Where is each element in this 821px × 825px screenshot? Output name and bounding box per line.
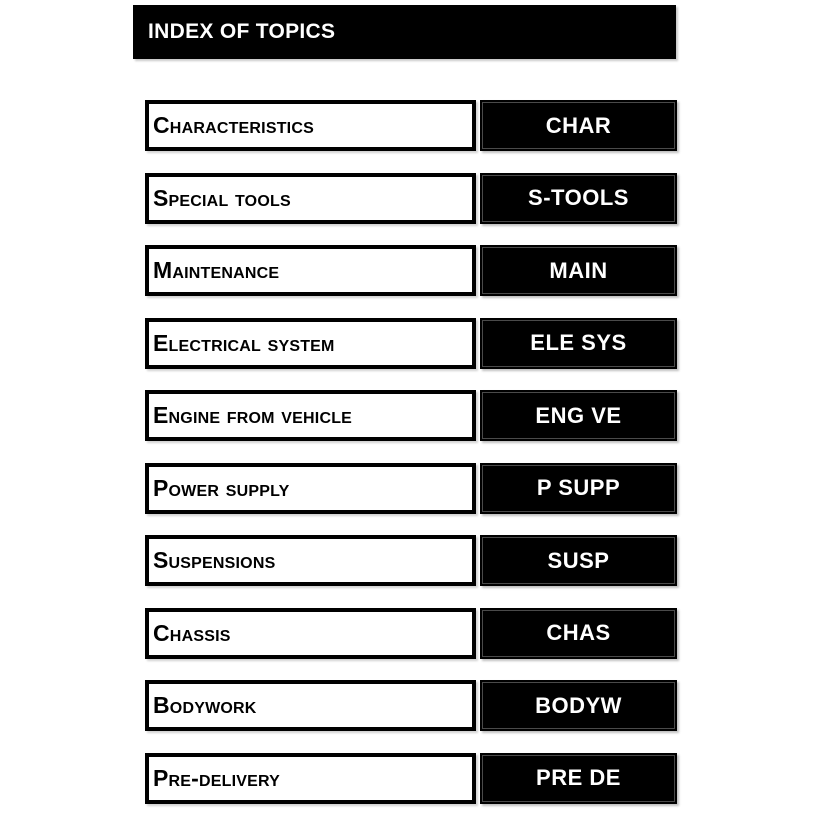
topic-label: Characteristics	[153, 112, 314, 138]
topic-row-characteristics	[145, 100, 677, 151]
topic-code: ELE SYS	[530, 330, 627, 355]
topic-label-box	[145, 535, 476, 586]
topic-label-box	[145, 753, 476, 804]
topic-code-box	[480, 535, 677, 586]
topic-label-box	[145, 245, 476, 296]
topic-code: CHAR	[545, 112, 612, 138]
topic-row-special-tools	[145, 173, 677, 224]
topic-list	[145, 100, 677, 825]
topic-code: MAIN	[549, 257, 608, 283]
topic-label: Electrical system	[153, 329, 335, 356]
topic-label: Bodywork	[153, 692, 257, 718]
topic-code: ENG VE	[535, 402, 622, 428]
topic-label: Maintenance	[153, 257, 280, 283]
topic-code-box	[480, 608, 677, 659]
topic-code-box	[480, 390, 677, 441]
topic-label: Power supply	[153, 474, 290, 501]
topic-row-suspensions	[145, 535, 677, 586]
topic-label-box	[145, 173, 476, 224]
topic-label-box	[145, 390, 476, 441]
topic-code-box	[480, 100, 677, 151]
topic-code-box	[480, 173, 677, 224]
topic-row-chassis	[145, 608, 677, 659]
topic-code: P SUPP	[536, 475, 621, 500]
topic-label-box	[145, 318, 476, 369]
topic-code: PRE DE	[536, 765, 621, 790]
topic-row-power-supply	[145, 463, 677, 514]
topic-label: Suspensions	[153, 547, 276, 573]
topic-code: CHAS	[546, 620, 611, 645]
topic-code-box	[480, 318, 677, 369]
topic-label: Engine from vehicle	[153, 402, 353, 428]
topic-row-bodywork	[145, 680, 677, 731]
topic-label-box	[145, 463, 476, 514]
topic-code-box	[480, 463, 677, 514]
topic-code-box	[480, 680, 677, 731]
topic-code: BODYW	[535, 692, 622, 718]
topic-row-pre-delivery	[145, 753, 677, 804]
topic-row-maintenance	[145, 245, 677, 296]
index-header-bar	[133, 5, 676, 59]
topic-label-box	[145, 100, 476, 151]
topic-row-electrical-system	[145, 318, 677, 369]
topic-label: Special tools	[153, 184, 291, 211]
topic-code-box	[480, 753, 677, 804]
topic-label: Chassis	[153, 619, 231, 646]
topic-label-box	[145, 680, 476, 731]
topic-code: SUSP	[547, 547, 610, 573]
topic-code: S-TOOLS	[528, 185, 629, 210]
topic-code-box	[480, 245, 677, 296]
topic-label-box	[145, 608, 476, 659]
topic-label: Pre-delivery	[153, 764, 281, 791]
page-title: INDEX OF TOPICS	[148, 20, 336, 43]
topic-row-engine-from-vehicle	[145, 390, 677, 441]
